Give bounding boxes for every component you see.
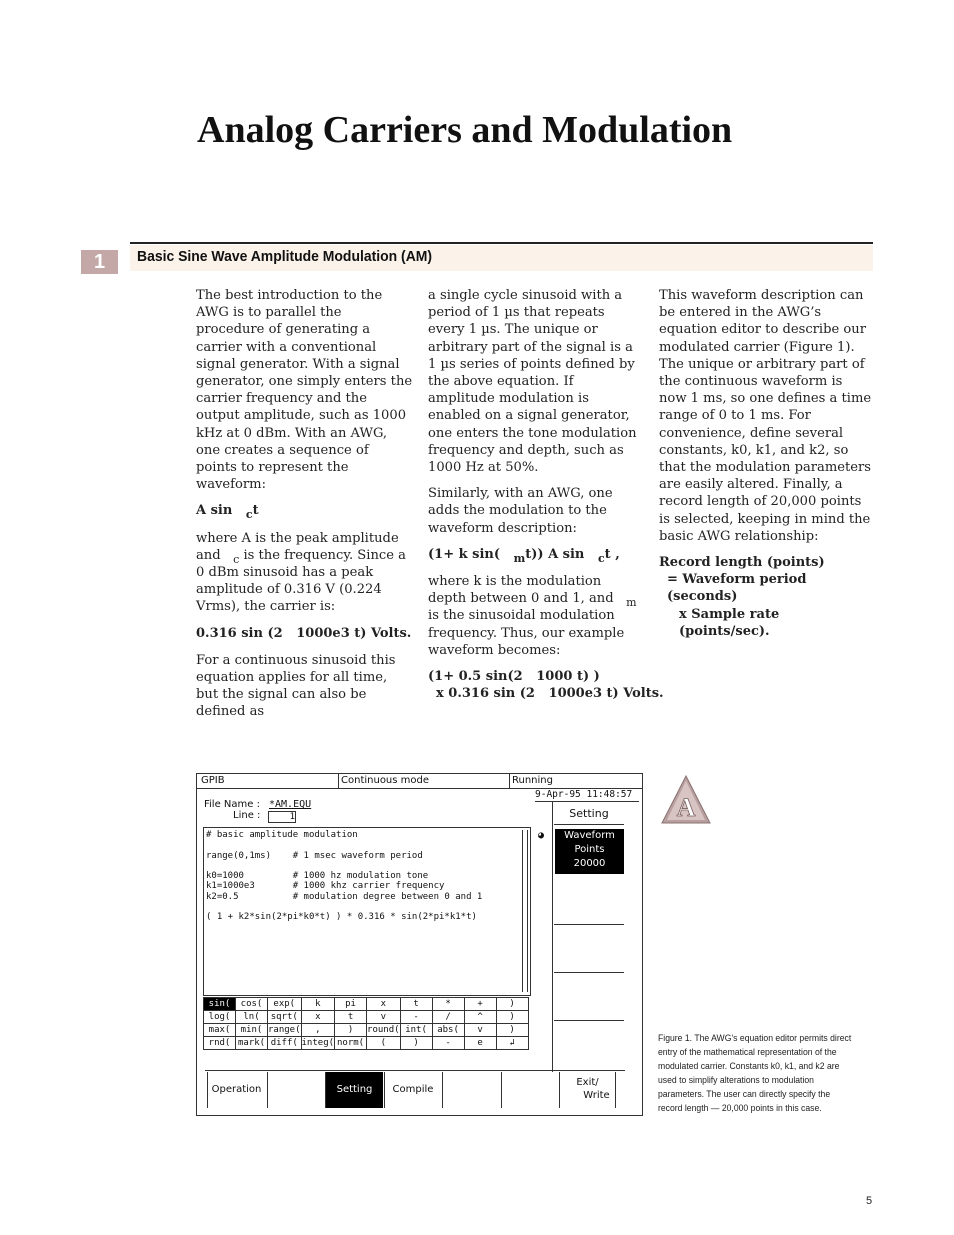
keypad-key[interactable]: max( [204,1024,236,1037]
keypad-key[interactable]: + [464,998,496,1011]
text-span: where A is the peak amplitude and [196,530,399,563]
equation-text-area[interactable] [203,827,531,996]
awg-equation-editor-screen [196,773,643,1116]
side-button-blank[interactable] [554,1020,624,1068]
waveform-points-button[interactable] [555,829,624,874]
paragraph: For a continuous sinusoid this equation applies for all time, but the signal can also be defined as [196,652,396,720]
keypad-key[interactable]: * [432,998,464,1011]
operation-softkey[interactable]: Operation [207,1072,265,1108]
blank-softkey[interactable] [442,1072,500,1108]
eq-part: A sin [196,503,233,519]
badge-letter: A [676,793,696,822]
paragraph [196,530,413,616]
keypad-key[interactable]: ln( [236,1011,268,1024]
eq-part: (1+ k sin( [428,546,501,562]
keypad-key[interactable]: x [301,1011,335,1024]
eq-subscript: m [513,551,526,565]
eq-subscript: c [245,508,253,522]
relationship-line2: = Waveform period (seconds) [667,572,807,605]
keypad-key[interactable]: range( [268,1025,301,1035]
keypad-row [204,1024,529,1037]
file-name-field[interactable]: *AM.EQU [269,799,312,810]
text-span: is the sinusoidal modulation frequency. Thus, our example waveform becomes: [428,608,625,658]
points-label: Points [574,844,605,855]
keypad-key[interactable]: log( [204,1011,236,1024]
paragraph: This waveform description can be entered in the AWG’s equation editor to describe our modulated carrier (Figure 1). The unique or arbitrary part of the continuous waveform is now 1 ms, so one defines a time range of 0 to 1 ms. For convenience, define several constants, k0, k1, and k2, so that the modulation parameters are easily altered. Finally, a record length of 20,000 points is selected, keeping in mind the basic AWG relationship: [659,288,872,544]
keypad-key[interactable]: v [367,1011,401,1024]
section-title: Basic Sine Wave Amplitude Modulation (AM) [137,248,433,265]
eq-part: t)) A sin [525,546,585,562]
page-title: Analog Carriers and Modulation [197,109,733,151]
keypad-key[interactable]: abs( [432,1024,464,1037]
blank-softkey[interactable] [267,1072,325,1108]
equation-carrier-volts: 0.316 sin (2 1000e3 t) Volts. [196,625,412,641]
keypad-row [204,1037,529,1050]
exit-label: Exit/ [576,1077,599,1088]
line-label: Line : [233,810,261,821]
equation-modulation [428,546,641,563]
paragraph [428,573,641,659]
keypad-key[interactable]: t [335,1011,367,1024]
keypad-key[interactable]: round( [367,1025,400,1035]
paragraph: The best introduction to the AWG is to parallel the procedure of generating a carrier with a conventional signal generator. With a signal generator, one simply enters the carrier frequency and the output amplitude, such as 1000 kHz at 0 dBm. With an AWG, one creates a sequence of points to represent the waveform: [196,288,413,493]
text-subscript: m [626,596,637,610]
relationship-line3: x Sample rate (points/sec). [679,606,780,639]
keypad-key[interactable]: cos( [236,998,268,1011]
page-number: 5 [866,1195,873,1207]
text-span: is the frequency. Since a 0 dBm sinusoid has a peak amplitude of 0.316 V (0.224 Vrms), the carrier is: [196,547,406,615]
eq-part: t , [604,546,620,562]
figure-caption: Figure 1. The AWG’s equation editor permits direct entry of the mathematical representation of the modulated carrier. Constants k0, k1, and k2 are used to simplify alterations to modulation parameters. The user can directly specify the record length — 20,000 points in this case. [658,1033,852,1114]
text-column-3 [659,287,874,640]
eq-part: t [252,503,259,519]
eq-subscript: c [597,551,605,565]
editor-scrollbar[interactable] [522,830,528,992]
section-number: 1 [81,250,118,274]
text-span: where k is the modulation depth between 0 and 1, and [428,574,614,607]
run-status: Running [512,775,553,786]
paragraph: Similarly, with an AWG, one adds the modulation to the waveform description: [428,486,613,536]
waveform-label: Waveform [564,830,615,841]
keypad-key[interactable]: v [464,1024,496,1037]
keypad-key[interactable]: ↲ [496,1037,528,1050]
application-badge-icon [659,773,713,827]
keypad-key[interactable]: int( [400,1024,432,1037]
keypad-key[interactable]: diff( [268,1037,302,1050]
compile-softkey[interactable]: Compile [384,1072,441,1108]
keypad-key[interactable]: mark( [236,1037,268,1050]
gpib-status: GPIB [201,775,225,786]
equation-text: # basic amplitude modulation range(0,1ms) # 1 msec waveform period k0=1000 # 1000 hz modulation tone k1=1000e3 # 1000 khz carrier frequency k2=0.5 # modulation degree between 0 and 1 ( 1 + k2*sin(2*pi*k0*t) ) * 0.316 * sin(2*pi*k1*t) [206,830,483,923]
side-setting-label: Setting [554,804,624,825]
keypad-key[interactable]: - [400,1011,432,1024]
side-button-blank[interactable] [554,924,624,973]
file-name-label: File Name : [204,799,260,810]
keypad-key[interactable]: norm( [335,1037,367,1050]
side-button-blank[interactable] [554,972,624,1021]
write-label: Write [583,1090,610,1101]
selector-arrow-icon: ◕ [538,830,545,841]
keypad-key[interactable]: ) [496,1024,528,1037]
mode-status: Continuous mode [341,775,430,786]
keypad-key[interactable]: pi [335,998,367,1011]
keypad-key[interactable]: ( [367,1037,401,1050]
keypad-key[interactable]: k [301,998,335,1011]
keypad-key[interactable]: rnd( [204,1037,236,1050]
datetime: 9-Apr-95 11:48:57 [535,789,633,800]
keypad-key[interactable]: x [367,998,401,1011]
blank-softkey[interactable] [501,1072,558,1108]
function-keypad [203,997,529,1050]
keypad-key[interactable]: e [464,1037,496,1050]
keypad-key[interactable]: / [432,1011,464,1024]
side-button-blank[interactable] [554,876,624,925]
keypad-key[interactable]: ) [335,1024,367,1037]
section-rule [130,242,873,244]
equation-example-line2: x 0.316 sin (2 1000e3 t) Volts. [436,686,664,702]
keypad-key[interactable]: t [400,998,432,1011]
setting-softkey[interactable]: Setting [325,1072,383,1108]
keypad-key[interactable]: ^ [464,1011,496,1024]
line-number-field[interactable]: 1 [268,811,296,823]
text-column-2 [428,287,664,702]
keypad-key[interactable]: min( [236,1024,268,1037]
keypad-key[interactable]: exp( [268,998,302,1011]
keypad-row [204,998,529,1011]
keypad-key[interactable]: integ( [301,1038,335,1048]
text-column-1 [196,287,413,730]
keypad-key[interactable]: sqrt( [268,1011,302,1024]
keypad-key[interactable]: - [432,1037,464,1050]
keypad-key[interactable]: sin( [204,998,236,1011]
keypad-key[interactable]: ) [496,1011,528,1024]
equation-carrier [196,502,413,522]
keypad-key[interactable]: ) [496,998,528,1011]
relationship-line1: Record length (points) [659,555,825,571]
keypad-key[interactable]: , [301,1024,335,1037]
keypad-row [204,1011,529,1024]
keypad-key[interactable]: ) [400,1037,432,1050]
points-value: 20000 [573,858,606,869]
status-bar [197,774,642,789]
paragraph: a single cycle sinusoid with a period of 1 µs that repeats every 1 µs. The unique or arbitrary part of the signal is a 1 µs series of points defined by the above equation. If amplitude modulation is enabled on a signal generator, one enters the tone modulation frequency and depth, such as 1000 Hz at 50%. [428,288,637,476]
exit-write-softkey[interactable] [559,1072,616,1108]
equation-example-line1: (1+ 0.5 sin(2 1000 t) ) [428,669,600,685]
text-subscript: c [233,552,240,566]
